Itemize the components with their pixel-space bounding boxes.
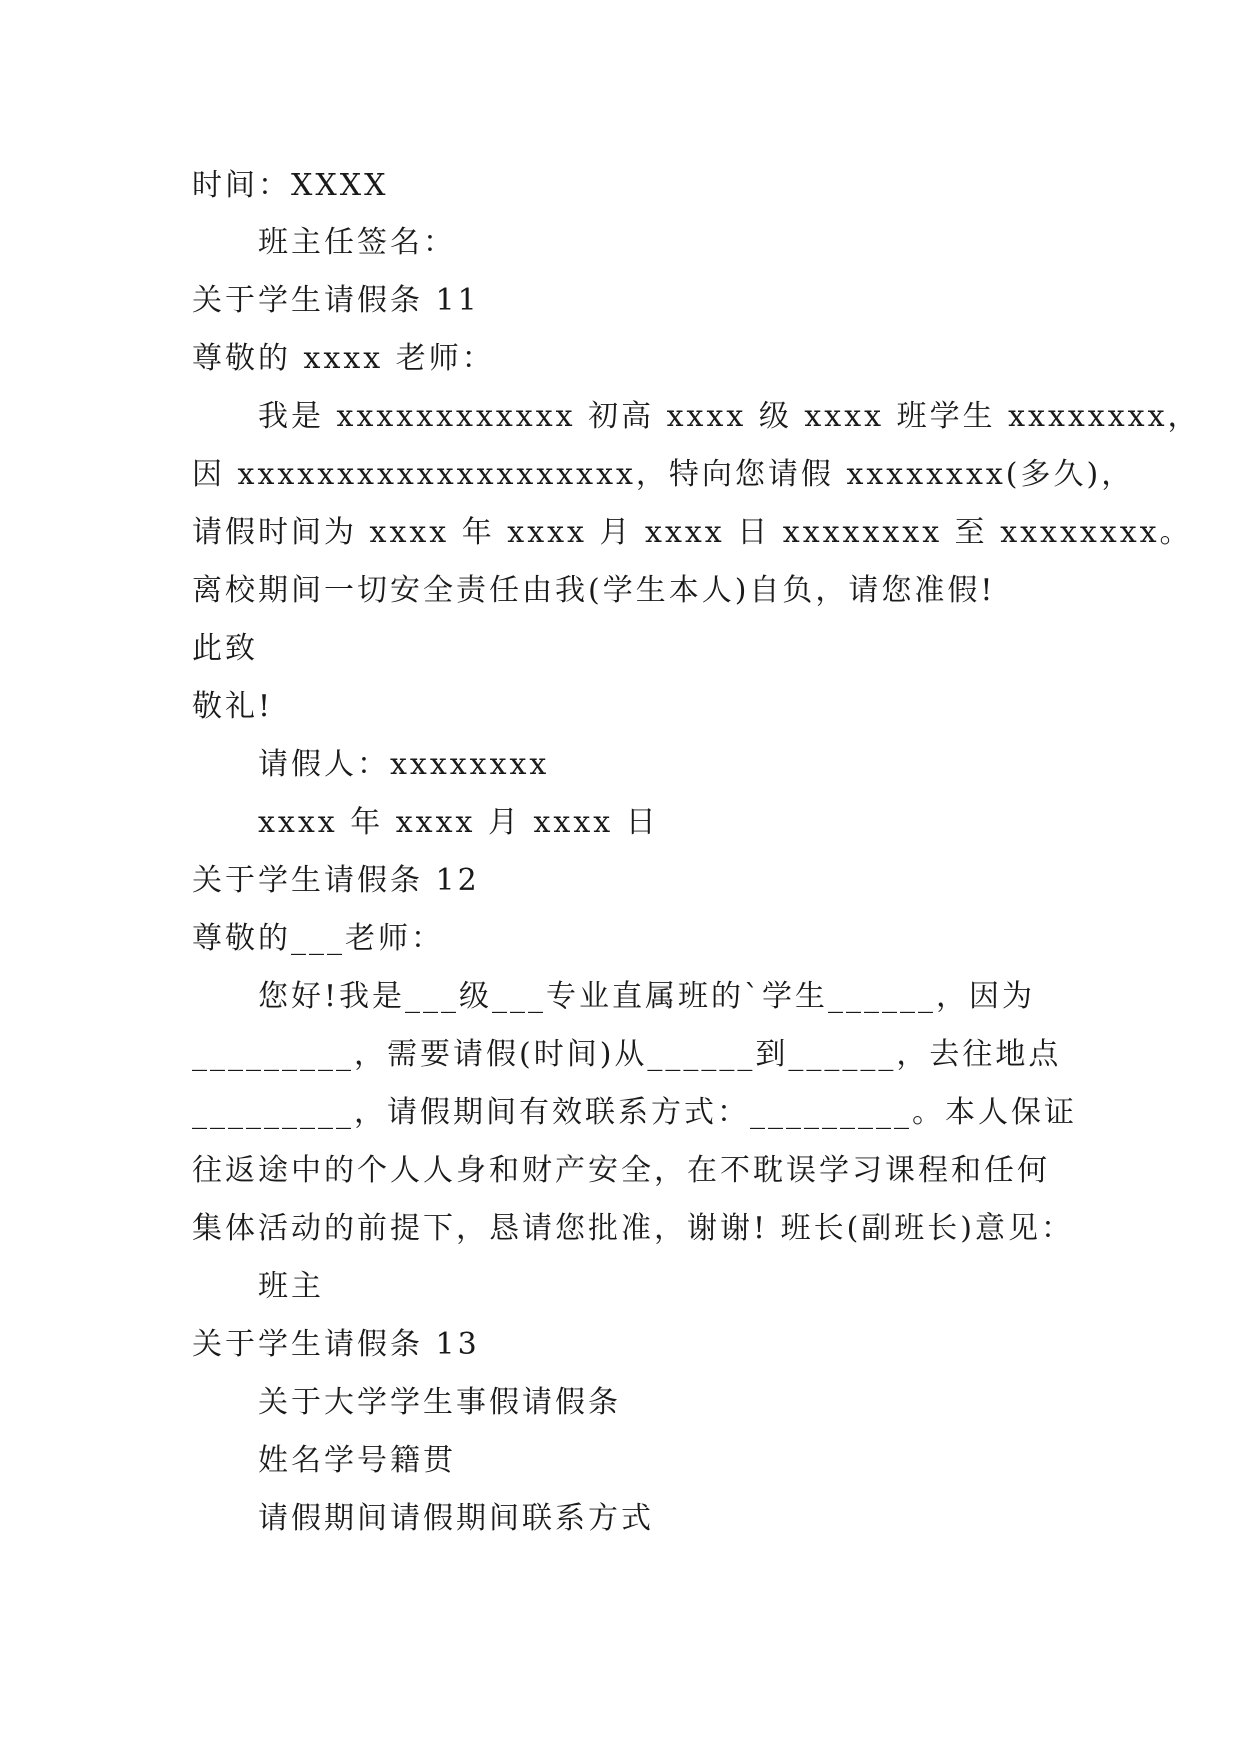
name-id-origin-line: 姓名学号籍贯	[258, 1443, 456, 1478]
date-line: xxxx 年 xxxx 月 xxxx 日	[258, 805, 659, 840]
time-line: 时间：XXXX	[192, 168, 389, 203]
body-line-11-3: 请假时间为 xxxx 年 xxxx 月 xxxx 日 xxxxxxxx 至 xxxxxxxx。	[192, 515, 1193, 550]
applicant-line: 请假人：xxxxxxxx	[258, 747, 550, 782]
body-line-11-4: 离校期间一切安全责任由我(学生本人)自负，请您准假!	[192, 573, 996, 608]
salutation-12: 尊敬的___老师：	[192, 921, 444, 956]
teacher-signature-line: 班主任签名：	[258, 225, 456, 260]
body-line-12-1: 您好!我是___级___专业直属班的`学生______，因为	[258, 979, 1036, 1014]
closing-cizhi: 此致	[192, 631, 258, 666]
section-heading-12: 关于学生请假条 12	[192, 863, 480, 898]
leave-contact-line: 请假期间请假期间联系方式	[258, 1501, 654, 1536]
body-line-12-2: _________，需要请假(时间)从______到______，去往地点	[192, 1037, 1062, 1072]
section-heading-13: 关于学生请假条 13	[192, 1327, 480, 1362]
closing-jingli: 敬礼!	[192, 689, 274, 724]
salutation-11: 尊敬的 xxxx 老师：	[192, 341, 495, 376]
body-line-12-5: 集体活动的前提下，恳请您批准，谢谢! 班长(副班长)意见：	[192, 1211, 1074, 1246]
body-line-11-2: 因 xxxxxxxxxxxxxxxxxxxx，特向您请假 xxxxxxxx(多久)，	[192, 457, 1135, 492]
section-heading-11: 关于学生请假条 11	[192, 283, 480, 318]
body-line-12-4: 往返途中的个人人身和财产安全，在不耽误学习课程和任何	[192, 1153, 1050, 1188]
banzhu-line: 班主	[258, 1269, 324, 1304]
sub-heading-13: 关于大学学生事假请假条	[258, 1385, 621, 1420]
body-line-11-1: 我是 xxxxxxxxxxxx 初高 xxxx 级 xxxx 班学生 xxxxxxxx，	[258, 399, 1201, 434]
body-line-12-3: _________，请假期间有效联系方式：_________。本人保证	[192, 1095, 1077, 1130]
